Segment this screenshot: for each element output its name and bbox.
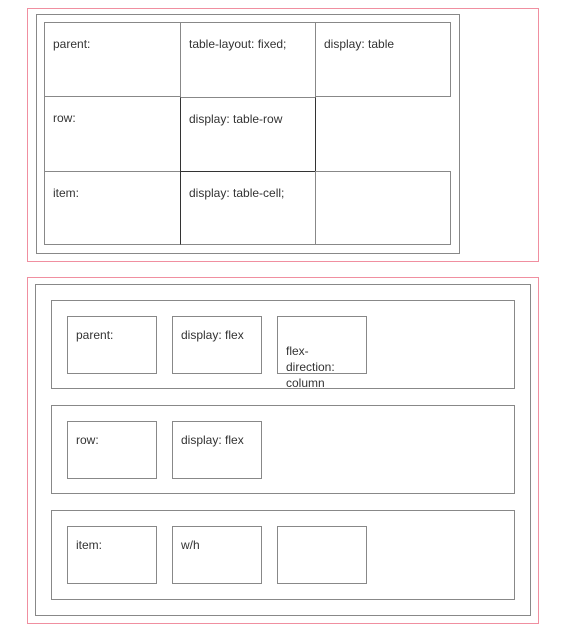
table-cell-r1-c3 — [315, 22, 451, 97]
table-cell-r2-c2 — [180, 97, 316, 172]
flex-box-r1-2 — [172, 316, 262, 374]
table-cell-r3-c1 — [44, 171, 181, 245]
box-text: w/h — [181, 538, 200, 552]
table-cell-r2-c3 — [315, 97, 451, 172]
table-cell-r2-c1 — [44, 96, 181, 172]
table-cell-r3-c3 — [315, 171, 451, 245]
flex-box-r3-3 — [277, 526, 367, 584]
cell-text: display: table-row — [189, 112, 283, 126]
cell-text: display: table-cell; — [189, 186, 285, 200]
cell-text: table-layout: fixed; — [189, 37, 287, 51]
box-text: display: flex — [181, 328, 244, 342]
box-text: flex- direction: column — [286, 344, 335, 390]
flex-box-r2-2 — [172, 421, 262, 479]
box-text: item: — [76, 538, 103, 552]
cell-text: item: — [53, 186, 80, 200]
table-cell-r3-c2 — [180, 171, 316, 245]
table-cell-r1-c1 — [44, 22, 181, 97]
table-cell-r1-c2 — [180, 22, 316, 98]
flex-box-r3-1 — [67, 526, 157, 584]
box-text: display: flex — [181, 433, 244, 447]
box-text: parent: — [76, 328, 114, 342]
box-text: row: — [76, 433, 99, 447]
cell-text: row: — [53, 111, 76, 125]
cell-text: parent: — [53, 37, 91, 51]
flex-box-r1-1 — [67, 316, 157, 374]
flex-box-r2-1 — [67, 421, 157, 479]
cell-text: display: table — [324, 37, 395, 51]
flex-box-r3-2 — [172, 526, 262, 584]
flex-box-r1-3 — [277, 316, 367, 390]
